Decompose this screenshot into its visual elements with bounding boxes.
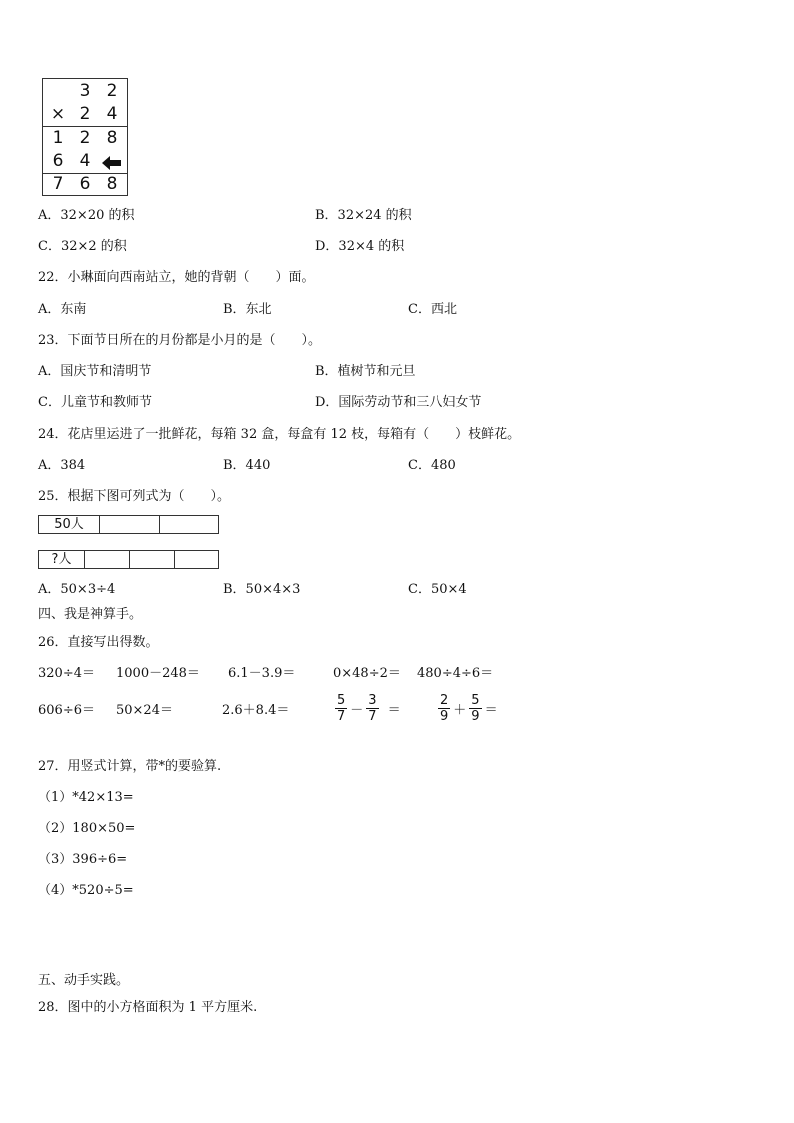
arrow-left-icon <box>101 150 123 173</box>
numerator: 5 <box>471 693 480 708</box>
q23-question: 23．下面节日所在的月份都是小月的是（ ）。 <box>38 333 322 348</box>
q26-expr: 320÷4＝ <box>38 666 95 681</box>
vertical-multiplication <box>42 78 128 196</box>
mult-cell: × <box>50 104 66 124</box>
section-4-heading: 四、我是神算手。 <box>38 607 143 622</box>
bar-segment-labeled: ?人 <box>39 551 85 568</box>
fraction <box>438 693 450 724</box>
mult-cell: 4 <box>106 104 118 124</box>
bar-diagram-1 <box>38 515 219 534</box>
mult-cell: 1 <box>52 128 64 148</box>
q26-expr: 6.1－3.9＝ <box>228 666 296 681</box>
q27-item-2: （2）180×50= <box>38 821 136 836</box>
denominator: 9 <box>440 709 449 724</box>
q26-expr: 0×48÷2＝ <box>333 666 401 681</box>
q24-option-c[interactable]: C．480 <box>408 458 456 473</box>
bar-segment <box>100 516 160 533</box>
section-5-heading: 五、动手实践。 <box>38 973 130 988</box>
mult-row-1 <box>43 80 127 103</box>
q27-item-1: （1）*42×13= <box>38 790 134 805</box>
q26-expr: 50×24＝ <box>116 703 173 718</box>
numerator: 5 <box>337 693 346 708</box>
numerator: 2 <box>440 693 449 708</box>
q26-expr: 1000－248＝ <box>116 666 200 681</box>
q23-option-c[interactable]: C．儿童节和教师节 <box>38 395 152 410</box>
mult-cell: 2 <box>79 128 91 148</box>
fraction <box>366 693 378 724</box>
mult-cell: 3 <box>79 81 91 101</box>
mult-cell: 4 <box>79 151 91 171</box>
bar-segment <box>130 551 175 568</box>
fraction-expression-1 <box>334 693 403 724</box>
q24-question: 24．花店里运进了一批鲜花，每箱 32 盒，每盒有 12 枝，每箱有（ ）枝鲜花。 <box>38 427 521 442</box>
mult-row-3 <box>43 127 127 150</box>
q25-option-a[interactable]: A．50×3÷4 <box>38 582 116 597</box>
q22-option-a[interactable]: A．东南 <box>38 302 87 317</box>
bar-segment <box>160 516 218 533</box>
q27-question: 27．用竖式计算，带*的要验算. <box>38 759 222 774</box>
mult-cell: 7 <box>52 174 64 194</box>
mult-cell: 6 <box>52 151 64 171</box>
q22-question: 22．小琳面向西南站立，她的背朝（ ）面。 <box>38 270 315 285</box>
bar-segment <box>175 551 218 568</box>
q26-expr: 606÷6＝ <box>38 703 95 718</box>
fraction <box>335 693 347 724</box>
q26-expr: 480÷4÷6＝ <box>417 666 494 681</box>
q27-item-3: （3）396÷6= <box>38 852 128 867</box>
q21-option-b[interactable]: B．32×24 的积 <box>315 208 412 223</box>
q24-option-a[interactable]: A．384 <box>38 458 86 473</box>
q22-option-c[interactable]: C．西北 <box>408 302 457 317</box>
denominator: 7 <box>337 709 346 724</box>
mult-cell: 6 <box>79 174 91 194</box>
q25-option-b[interactable]: B．50×4×3 <box>223 582 301 597</box>
mult-cell: 8 <box>106 174 118 194</box>
mult-cell: 2 <box>79 104 91 124</box>
q24-option-b[interactable]: B．440 <box>223 458 271 473</box>
q22-option-b[interactable]: B．东北 <box>223 302 272 317</box>
q26-question: 26．直接写出得数。 <box>38 635 159 650</box>
bar-segment-labeled: 50人 <box>39 516 100 533</box>
mult-row-2 <box>43 103 127 126</box>
q25-option-c[interactable]: C．50×4 <box>408 582 467 597</box>
mult-cell: 8 <box>106 128 118 148</box>
q21-option-d[interactable]: D．32×4 的积 <box>315 239 405 254</box>
denominator: 9 <box>471 709 480 724</box>
denominator: 7 <box>368 709 377 724</box>
q21-option-a[interactable]: A．32×20 的积 <box>38 208 135 223</box>
q26-expr: 2.6＋8.4＝ <box>222 703 290 718</box>
q23-option-a[interactable]: A．国庆节和清明节 <box>38 364 152 379</box>
fraction <box>469 693 481 724</box>
q23-option-d[interactable]: D．国际劳动节和三八妇女节 <box>315 395 482 410</box>
q25-question: 25．根据下图可列式为（ ）。 <box>38 489 231 504</box>
mult-row-4 <box>43 150 127 173</box>
fraction-expression-2 <box>437 693 500 724</box>
numerator: 3 <box>368 693 377 708</box>
mult-row-5 <box>43 173 127 196</box>
bar-segment <box>85 551 130 568</box>
q21-option-c[interactable]: C．32×2 的积 <box>38 239 127 254</box>
q28-question: 28．图中的小方格面积为 1 平方厘米. <box>38 1000 258 1015</box>
equals-sign: ＝ <box>387 703 401 718</box>
operator: ＋ <box>453 703 467 718</box>
q23-option-b[interactable]: B．植树节和元旦 <box>315 364 416 379</box>
equals-sign: ＝ <box>484 703 498 718</box>
q27-item-4: （4）*520÷5= <box>38 883 134 898</box>
mult-cell: 2 <box>106 81 118 101</box>
operator: － <box>350 703 364 718</box>
bar-diagram-2 <box>38 550 219 569</box>
